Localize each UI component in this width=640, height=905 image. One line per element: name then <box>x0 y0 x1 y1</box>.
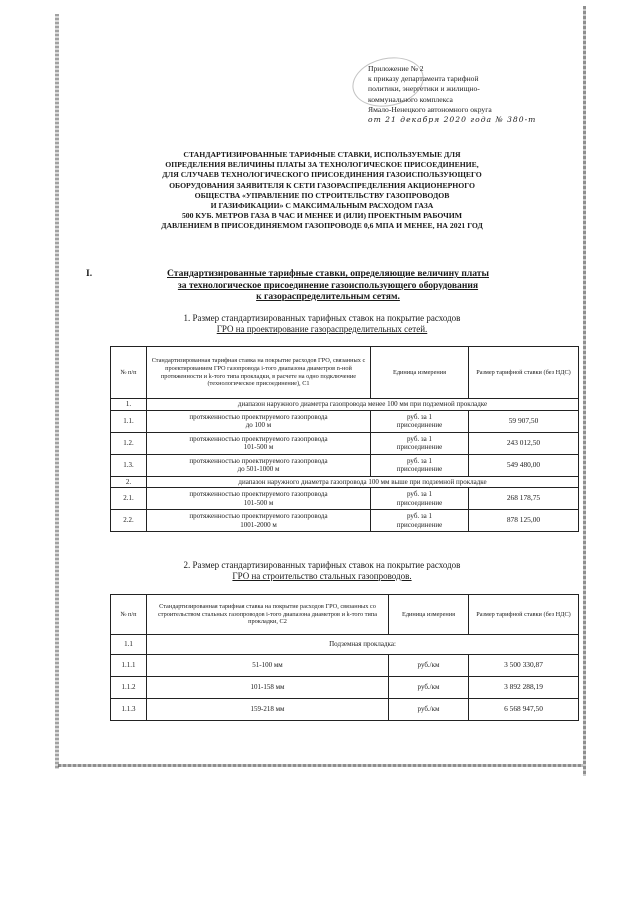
row-unit: руб./км <box>389 677 469 699</box>
group-num: 1.1 <box>111 635 147 655</box>
section-heading <box>86 268 556 303</box>
table-row <box>111 488 579 510</box>
col-header-description: Стандартизированная тарифная ставка на покрытие расходов ГРО, связанных со строительством стальных газопроводов i-того диапазона диаметров и k-того типа прокладки, С2 <box>147 595 389 635</box>
desc-line: протяженностью проектируемого газопровода <box>189 456 328 465</box>
row-unit <box>371 410 469 432</box>
subsection-2-line: ГРО на строительство стальных газопроводов. <box>232 571 412 581</box>
row-unit <box>371 510 469 532</box>
subsection-1-line: ГРО на проектирование газораспределительных сетей. <box>216 324 428 334</box>
row-description <box>147 488 371 510</box>
unit-line: присоединение <box>396 443 443 452</box>
desc-line: до 100 м <box>245 421 272 430</box>
unit-line: руб. за 1 <box>407 412 432 421</box>
row-num: 1.1.2 <box>111 677 147 699</box>
title-line: ДЛЯ СЛУЧАЕВ ТЕХНОЛОГИЧЕСКОГО ПРИСОЕДИНЕНИЯ ГАЗОИСПОЛЬЗУЮЩЕГО <box>162 170 482 180</box>
subsection-2-line: 2. Размер стандартизированных тарифных ставок на покрытие расходов <box>183 560 461 570</box>
unit-line: руб. за 1 <box>407 456 432 465</box>
col-header-rate: Размер тарифной ставки (без НДС) <box>469 595 579 635</box>
desc-line: протяженностью проектируемого газопровода <box>189 490 328 499</box>
row-value: 878 125,00 <box>469 510 579 532</box>
col-header-num: № п/п <box>111 595 147 635</box>
unit-line: присоединение <box>396 465 443 474</box>
row-num: 1.2. <box>111 432 147 454</box>
unit-line: присоединение <box>396 421 443 430</box>
table-row <box>111 699 579 721</box>
row-description <box>147 454 371 476</box>
row-value: 6 568 947,50 <box>469 699 579 721</box>
row-unit: руб./км <box>389 655 469 677</box>
row-num: 1.1. <box>111 410 147 432</box>
row-value: 59 907,50 <box>469 410 579 432</box>
col-header-rate: Размер тарифной ставки (без НДС) <box>469 347 579 399</box>
row-description: 51-100 мм <box>147 655 389 677</box>
appendix-line: коммунального комплекса <box>368 94 453 104</box>
group-label: диапазон наружного диаметра газопровода менее 100 мм при подземной прокладке <box>147 399 579 411</box>
row-num: 2.2. <box>111 510 147 532</box>
design-rates-table <box>110 346 579 532</box>
unit-line: руб. за 1 <box>407 512 432 521</box>
table-row <box>111 432 579 454</box>
row-description: 101-158 мм <box>147 677 389 699</box>
row-unit <box>371 488 469 510</box>
row-num: 1.1.3 <box>111 699 147 721</box>
desc-line: до 501-1000 м <box>237 465 280 474</box>
title-line: ОБОРУДОВАНИЯ ЗАЯВИТЕЛЯ К СЕТИ ГАЗОРАСПРЕДЕЛЕНИЯ АКЦИОНЕРНОГО <box>169 180 475 190</box>
unit-line: руб. за 1 <box>407 490 432 499</box>
table-row <box>111 454 579 476</box>
table-row <box>111 410 579 432</box>
desc-line: 1001-2000 м <box>240 520 277 529</box>
table-row <box>111 677 579 699</box>
section-title-line: Стандартизированные тарифные ставки, определяющие величину платы <box>167 268 489 279</box>
desc-line: протяженностью проектируемого газопровода <box>189 434 328 443</box>
appendix-line: от 21 декабря 2020 года № 380-т <box>368 115 537 125</box>
group-num: 2. <box>111 476 147 488</box>
table-row <box>111 510 579 532</box>
appendix-line: Ямало-Ненецкого автономного округа <box>368 104 492 114</box>
appendix-line: политики, энергетики и жилищно- <box>368 84 480 94</box>
appendix-line: Приложение № 2 <box>368 64 424 73</box>
document-title <box>72 150 572 232</box>
subsection-1-heading <box>92 313 552 335</box>
row-description <box>147 510 371 532</box>
col-header-num: № п/п <box>111 347 147 399</box>
section-title-line: за технологическое присоединение газоиспользующего оборудования <box>177 279 479 291</box>
section-title <box>86 268 556 303</box>
scan-edge-bottom <box>58 764 583 767</box>
row-num: 1.1.1 <box>111 655 147 677</box>
table-row <box>111 655 579 677</box>
section-title-line: к газораспределительным сетям. <box>256 291 400 302</box>
col-header-description: Стандартизированная тарифная ставка на покрытие расходов ГРО, связанных с проектированием ГРО газопровода i-того диапазона диаметров n-ной протяженности и k-того типа прокладки, в расчете на одно подключение (технологическое присоединение), С1 <box>147 347 371 399</box>
row-value: 243 012,50 <box>469 432 579 454</box>
unit-line: руб. за 1 <box>407 434 432 443</box>
row-num: 1.3. <box>111 454 147 476</box>
document-page <box>62 10 580 762</box>
row-description: 159-218 мм <box>147 699 389 721</box>
row-num: 2.1. <box>111 488 147 510</box>
group-num: 1. <box>111 399 147 411</box>
desc-line: 101-500 м <box>243 443 274 452</box>
row-value: 268 178,75 <box>469 488 579 510</box>
desc-line: протяженностью проектируемого газопровода <box>189 512 328 521</box>
row-value: 549 480,00 <box>469 454 579 476</box>
appendix-note <box>368 64 568 125</box>
row-description <box>147 432 371 454</box>
row-unit <box>371 432 469 454</box>
row-unit: руб./км <box>389 699 469 721</box>
row-unit <box>371 454 469 476</box>
desc-line: 101-500 м <box>243 498 274 507</box>
group-label: диапазон наружного диаметра газопровода 100 мм выше при подземной прокладке <box>147 476 579 488</box>
steel-pipeline-rates-table <box>110 594 579 721</box>
scan-edge-left <box>55 14 59 769</box>
title-line: СТАНДАРТИЗИРОВАННЫЕ ТАРИФНЫЕ СТАВКИ, ИСПОЛЬЗУЕМЫЕ ДЛЯ <box>183 150 461 159</box>
subsection-1-line: 1. Размер стандартизированных тарифных ставок на покрытие расходов <box>183 313 461 323</box>
title-line: И ГАЗИФИКАЦИИ» С МАКСИМАЛЬНЫМ РАСХОДОМ ГАЗА <box>210 201 434 211</box>
section-number: I. <box>86 268 93 279</box>
unit-line: присоединение <box>396 498 443 507</box>
row-value: 3 500 330,87 <box>469 655 579 677</box>
col-header-unit: Единица измерения <box>389 595 469 635</box>
unit-line: присоединение <box>396 520 443 529</box>
scan-edge-right <box>583 6 586 776</box>
desc-line: протяженностью проектируемого газопровода <box>189 412 328 421</box>
col-header-unit: Единица измерения <box>371 347 469 399</box>
title-line: 500 КУБ. МЕТРОВ ГАЗА В ЧАС И МЕНЕЕ И (ИЛИ) ПРОЕКТНЫМ РАБОЧИМ <box>181 211 463 221</box>
row-description <box>147 410 371 432</box>
title-line: ДАВЛЕНИЕМ В ПРИСОЕДИНЯЕМОМ ГАЗОПРОВОДЕ 0,6 МПА И МЕНЕЕ, НА 2021 ГОД <box>161 221 483 231</box>
row-value: 3 892 288,19 <box>469 677 579 699</box>
appendix-line: к приказу департамента тарифной <box>368 74 479 84</box>
subsection-2-heading <box>92 560 552 582</box>
title-line: ОПРЕДЕЛЕНИЯ ВЕЛИЧИНЫ ПЛАТЫ ЗА ТЕХНОЛОГИЧЕСКОЕ ПРИСОЕДИНЕНИЕ, <box>165 160 479 170</box>
group-label: Подземная прокладка: <box>147 635 579 655</box>
title-line: ОБЩЕСТВА «УПРАВЛЕНИЕ ПО СТРОИТЕЛЬСТВУ ГАЗОПРОВОДОВ <box>194 190 450 200</box>
